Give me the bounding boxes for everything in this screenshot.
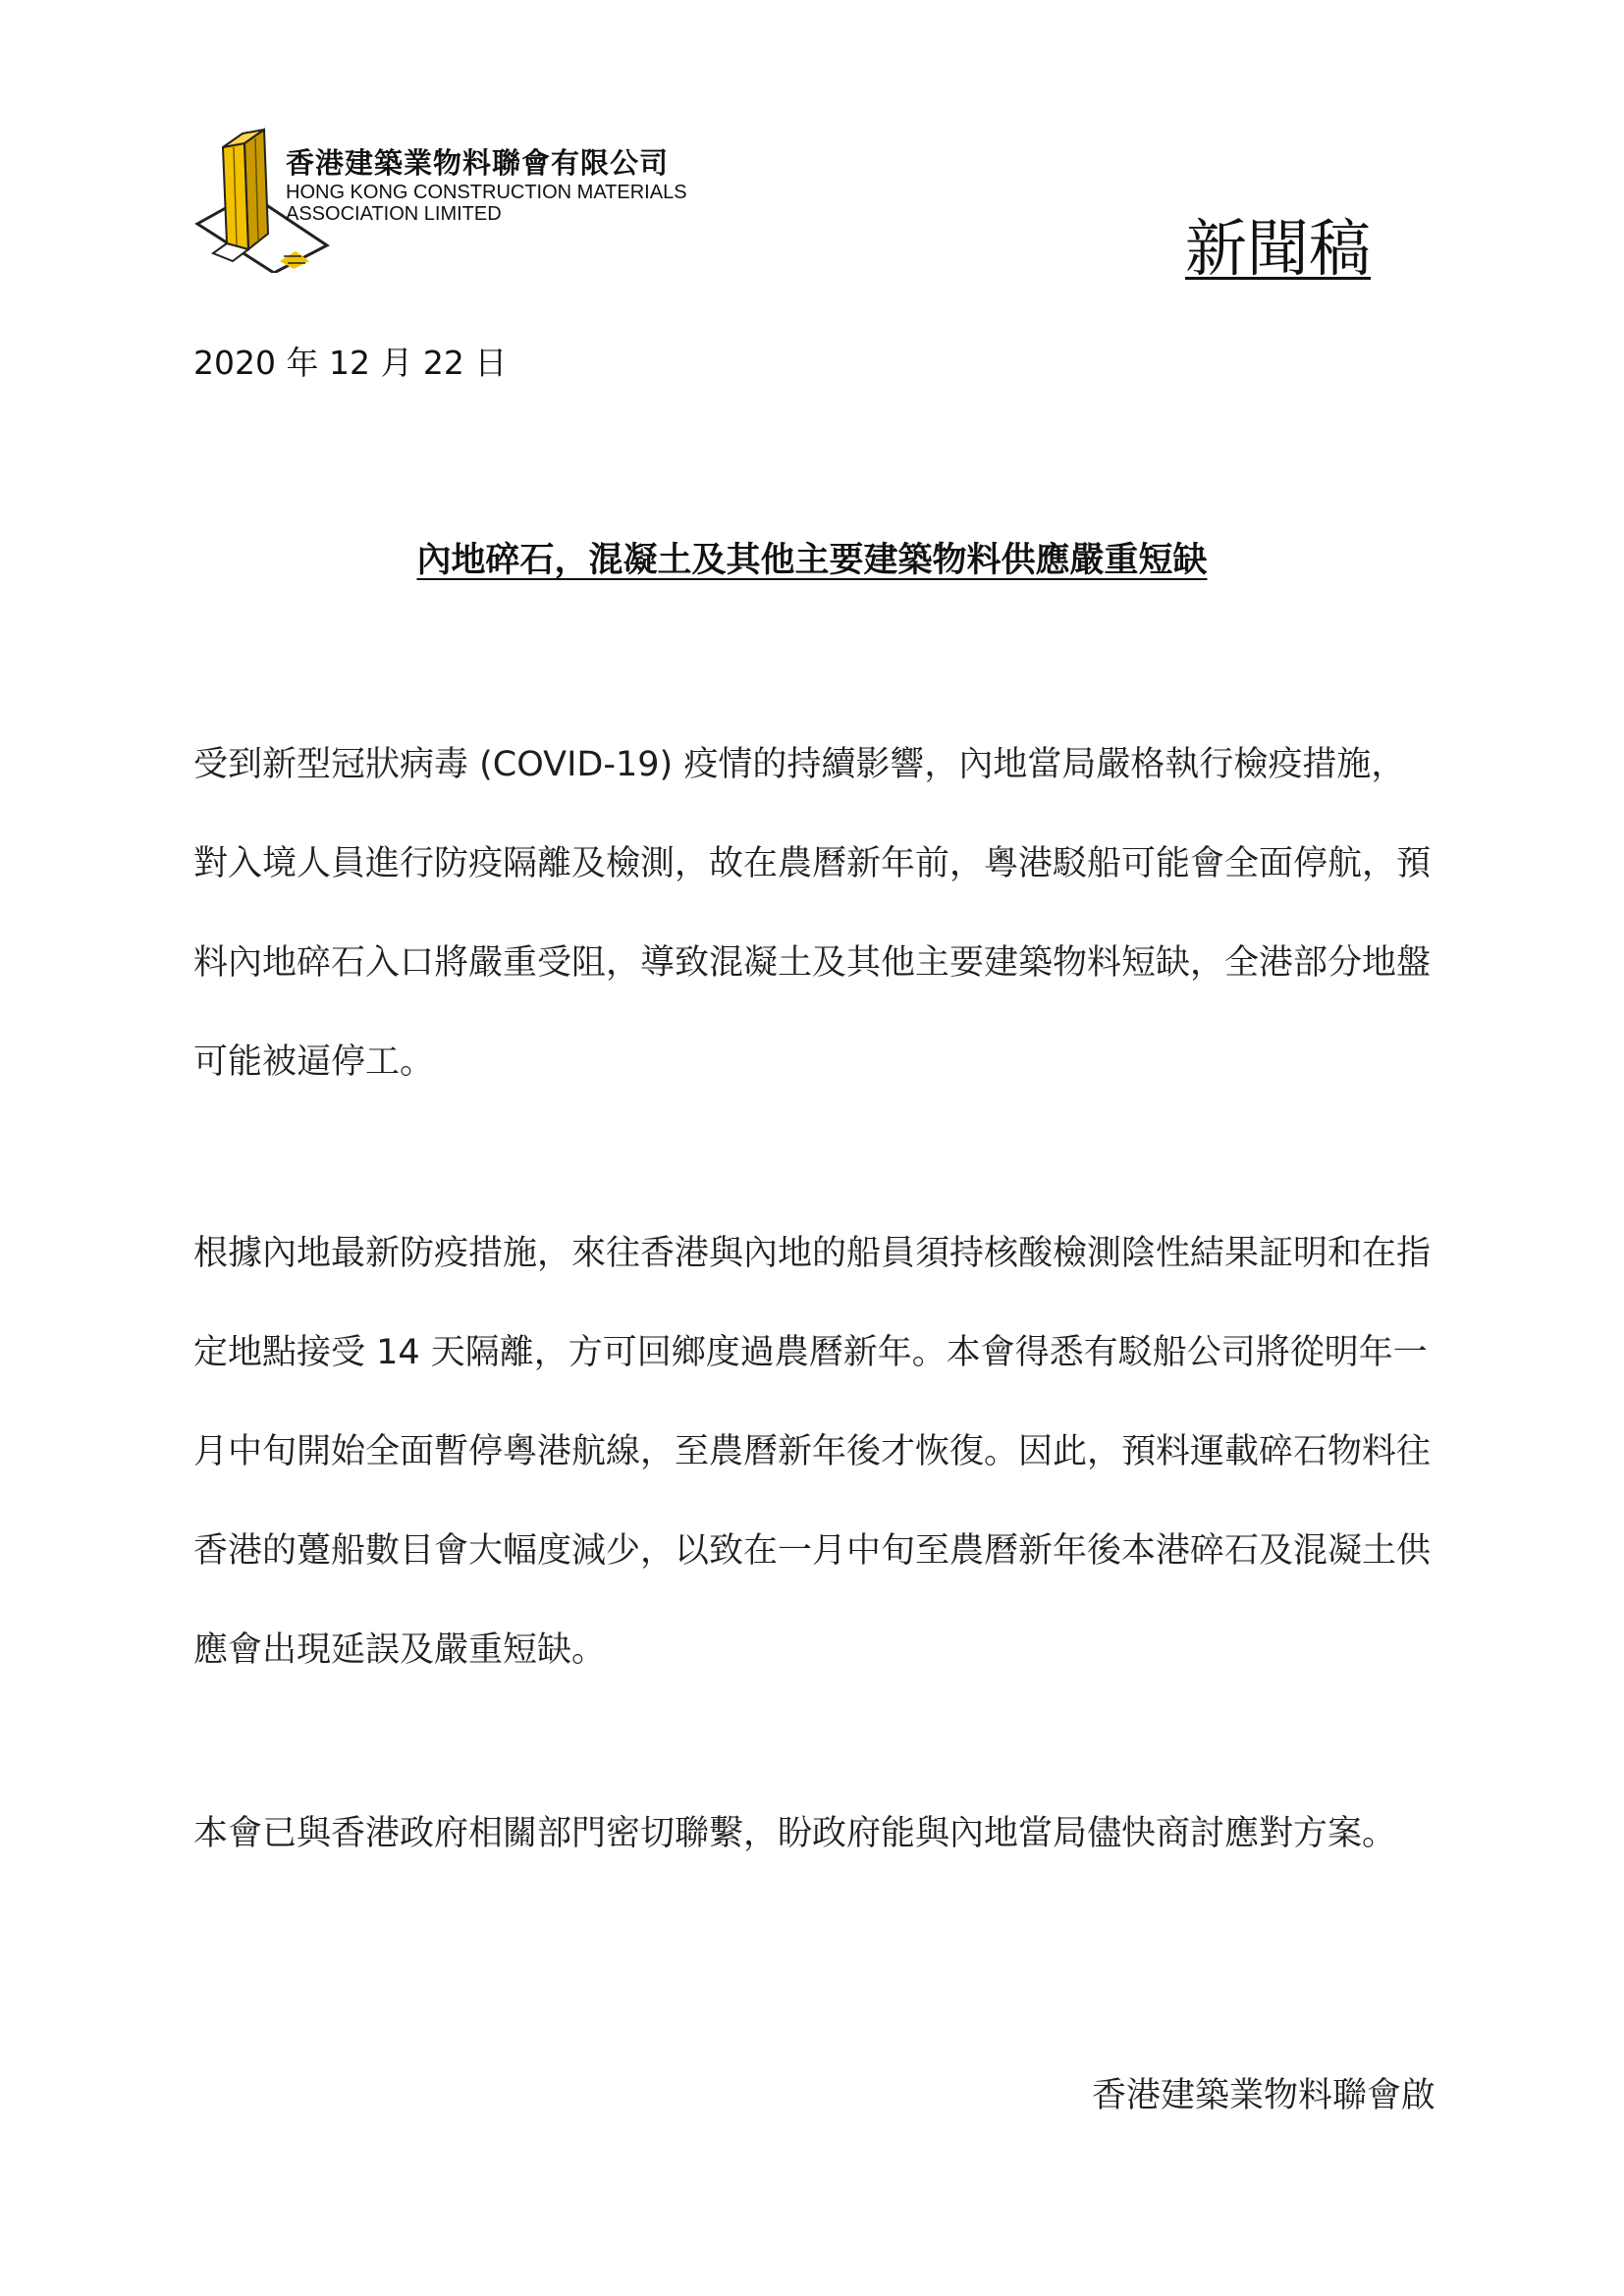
- logo-name-english-line1: HONG KONG CONSTRUCTION MATERIALS: [286, 182, 687, 203]
- logo-name-english-line2: ASSOCIATION LIMITED: [286, 203, 502, 225]
- press-release-headline: 內地碎石，混凝土及其他主要建築物料供應嚴重短缺: [416, 541, 1208, 580]
- logo-name-english: [286, 182, 687, 225]
- body-paragraph-2: 根據內地最新防疫措施，來往香港與內地的船員須持核酸檢測陰性結果証明和在指定地點接受 14 天隔離，方可回鄉度過農曆新年。本會得悉有駁船公司將從明年一月中旬開始全面暫停粵港航線，至農曆新年後才恢復。因此，預料運載碎石物料往香港的躉船數目會大幅度減少，以致在一月中旬至農曆新年後本港碎石及混凝土供應會出現延誤及嚴重短缺。: [193, 1234, 1432, 1670]
- association-logo: [193, 126, 731, 273]
- document-type-heading: 新聞稿: [1185, 213, 1371, 285]
- logo-name-chinese: 香港建築業物料聯會有限公司: [286, 146, 670, 180]
- body-paragraph-1: 受到新型冠狀病毒 (COVID-19) 疫情的持續影響，內地當局嚴格執行檢疫措施，對入境人員進行防疫隔離及檢測，故在農曆新年前，粵港駁船可能會全面停航，預料內地碎石入口將嚴重受阻，導致混凝土及其他主要建築物料短缺，全港部分地盤可能被逼停工。: [193, 745, 1432, 1082]
- signature-line: 香港建築業物料聯會啟: [1091, 2076, 1435, 2115]
- body-paragraph-3: 本會已與香港政府相關部門密切聯繫，盼政府能與內地當局儘快商討應對方案。: [193, 1814, 1397, 1853]
- release-date: 2020 年 12 月 22 日: [193, 344, 508, 382]
